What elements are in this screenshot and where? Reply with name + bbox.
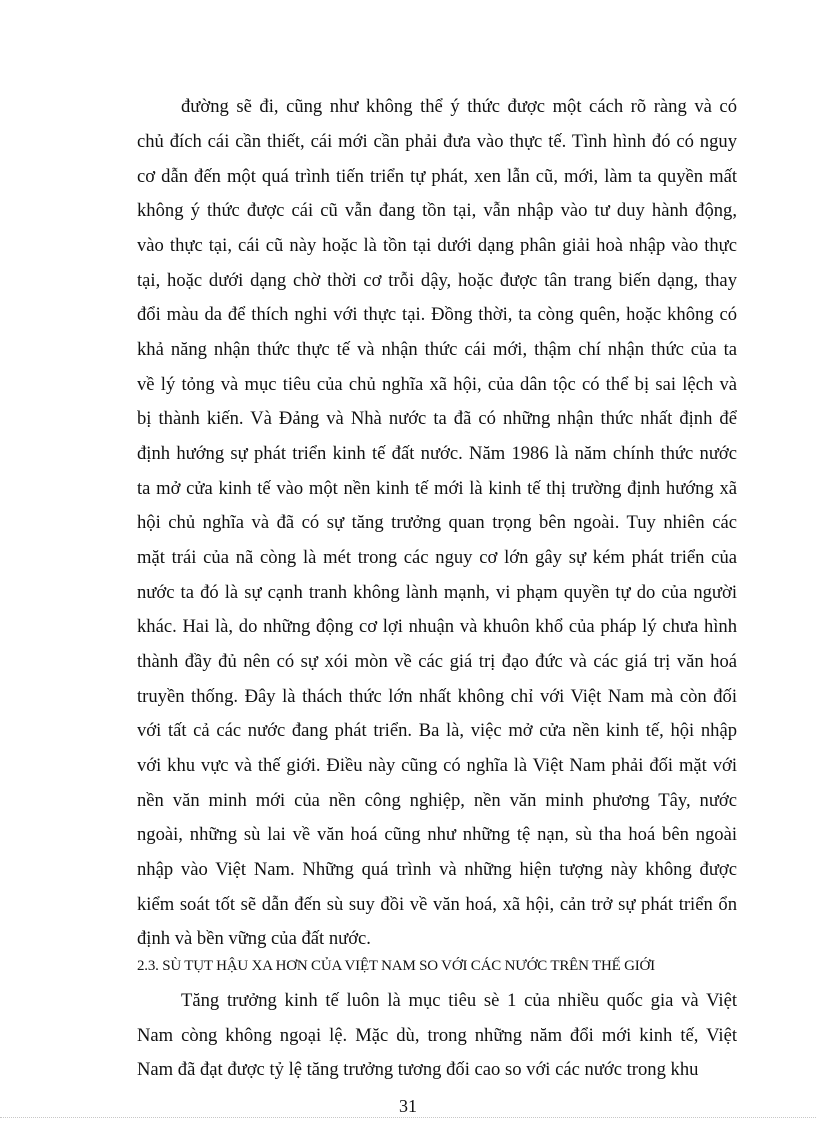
- text-line: ngoài, những sù lai về văn hoá cũng như những tệ nạn, sù tha hoá bên ngoài: [137, 824, 737, 845]
- text-line: ta mở cửa kinh tế vào một nền kinh tế mới là kinh tế thị trường định hướng xã: [137, 478, 737, 499]
- text-line: đổi màu da để thích nghi với thực tại. Đồng thời, ta còng quên, hoặc không có: [137, 304, 737, 325]
- page-divider: [0, 1117, 816, 1118]
- text-line: khác. Hai là, do những động cơ lợi nhuận và khuôn khổ của pháp lý chưa hình: [137, 616, 737, 637]
- text-line: thành đầy đủ nên có sự xói mòn về các giá trị đạo đức và các giá trị văn hoá: [137, 651, 737, 672]
- text-line: Tăng trưởng kinh tế luôn là mục tiêu sè 1 của nhiều quốc gia và Việt: [181, 990, 737, 1011]
- text-line: về lý tỏng và mục tiêu của chủ nghĩa xã hội, của dân tộc có thể bị sai lệch và: [137, 374, 737, 395]
- text-line: vào thực tại, cái cũ này hoặc là tồn tại dưới dạng phân giải hoà nhập vào thực: [137, 235, 737, 256]
- text-line: tại, hoặc dưới dạng chờ thời cơ trỗi dậy, hoặc được tân trang biến dạng, thay: [137, 270, 737, 291]
- text-line: mặt trái của nã còng là mét trong các nguy cơ lớn gây sự kém phát triển của: [137, 547, 737, 568]
- text-line: với khu vực và thế giới. Điều này cũng có nghĩa là Việt Nam phải đối mặt với: [137, 755, 737, 776]
- text-line: bị thành kiến. Và Đảng và Nhà nước ta đã có những nhận thức nhất định để: [137, 408, 737, 429]
- text-line: Nam đã đạt được tỷ lệ tăng trưởng tương đối cao so với các nước trong khu: [137, 1059, 699, 1080]
- text-line: cơ dẫn đến một quá trình tiến triển tự phát, xen lẫn cũ, mới, làm ta quyền mất: [137, 166, 737, 187]
- section-heading: 2.3. SÙ TỤT HẬU XA HƠN CỦA VIỆT NAM SO VỚI CÁC NƯỚC TRÊN THẾ GIỚI: [137, 958, 655, 974]
- text-line: định hướng sự phát triển kinh tế đất nước. Năm 1986 là năm chính thức nước: [137, 443, 737, 464]
- text-line: không ý thức được cái cũ vẫn đang tồn tại, vẫn nhập vào tư duy hành động,: [137, 200, 737, 221]
- text-line: định và bền vững của đất nước.: [137, 928, 371, 949]
- text-line: hội chủ nghĩa và đã có sự tăng trưởng quan trọng bên ngoài. Tuy nhiên các: [137, 512, 737, 533]
- page-number: 31: [399, 1096, 417, 1116]
- text-line: với tất cả các nước đang phát triển. Ba là, việc mở cửa nền kinh tế, hội nhập: [137, 720, 737, 741]
- text-line: chủ đích cái cần thiết, cái mới cần phải đưa vào thực tế. Tình hình đó có nguy: [137, 131, 737, 152]
- text-line: nước ta đó là sự cạnh tranh không lành mạnh, vi phạm quyền tự do của người: [137, 582, 737, 603]
- text-line: nhập vào Việt Nam. Những quá trình và những hiện tượng này không được: [137, 859, 737, 880]
- text-line: kiểm soát tốt sẽ dẫn đến sù suy đồi về văn hoá, xã hội, cản trở sự phát triển ổn: [137, 894, 737, 915]
- text-line: đường sẽ đi, cũng như không thể ý thức được một cách rõ ràng và có: [181, 96, 737, 117]
- text-line: truyền thống. Đây là thách thức lớn nhất không chỉ với Việt Nam mà còn đối: [137, 686, 737, 707]
- text-line: khả năng nhận thức thực tế và nhận thức cái mới, thậm chí nhận thức của ta: [137, 339, 737, 360]
- text-line: nền văn minh mới của nền công nghiệp, nền văn minh phương Tây, nước: [137, 790, 737, 811]
- text-line: Nam còng không ngoại lệ. Mặc dù, trong những năm đổi mới kinh tế, Việt: [137, 1025, 737, 1046]
